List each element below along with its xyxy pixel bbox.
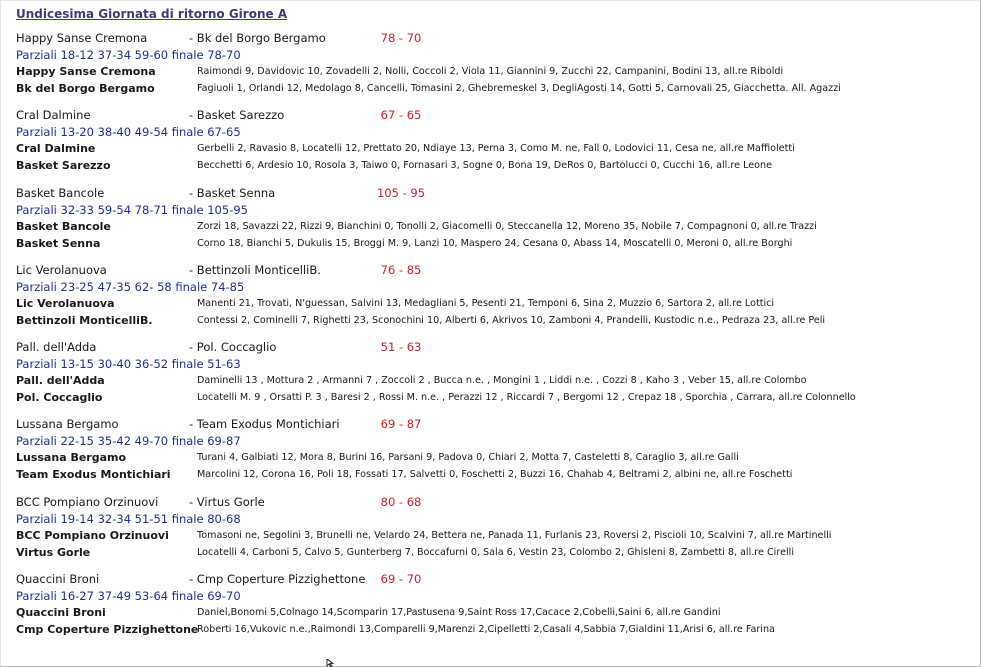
team2-label: Pol. Coccaglio <box>16 391 103 404</box>
partials: Parziali 16-27 37-49 53-64 finale 69-70 <box>16 589 241 603</box>
match-score: 76 - 85 <box>380 263 422 277</box>
team1-players: Gerbelli 2, Ravasio 8, Locatelli 12, Prettato 20, Ndiaye 13, Perna 3, Como M. ne, Fall 0, Lodovici 11, Cesa ne, all.re Maffioletti <box>197 143 795 154</box>
team2-players: Fagiuoli 1, Orlandi 12, Medolago 8, Cancelli, Tomasini 2, Ghebremeskel 3, DegliAgosti 14, Gotti 5, Carnovali 25, Giacchetta. All. Agazzi <box>197 83 841 94</box>
team1-players: Manenti 21, Trovati, N'guessan, Salvini 13, Medagliani 5, Pesenti 21, Temponi 6, Sina 2, Muzzio 6, Sartora 2, all.re Lottici <box>197 298 775 309</box>
away-team: - Bk del Borgo Bergamo <box>189 31 326 45</box>
team1-players: Daniel,Bonomi 5,Colnago 14,Scomparin 17,Pastusena 9,Saint Ross 17,Cacace 2,Cobelli,Saini 6, all.re Gandini <box>197 607 721 618</box>
match-score: 78 - 70 <box>380 31 422 45</box>
partials: Parziali 18-12 37-34 59-60 finale 78-70 <box>16 48 241 62</box>
page-title[interactable]: Undicesima Giornata di ritorno Girone A <box>16 7 288 21</box>
match-block <box>0 572 975 648</box>
team2-players: Marcolini 12, Corona 16, Poli 18, Fossati 17, Salvetti 0, Foschetti 2, Buzzi 16, Chahab 4, Beltrami 2, albini ne, all.re Foschetti <box>197 469 793 480</box>
match-score: 51 - 63 <box>380 340 422 354</box>
team1-label: Lic Verolanuova <box>16 297 115 310</box>
home-team: Quaccini Broni <box>16 572 100 586</box>
match-block <box>0 31 975 107</box>
team2-label: Cmp Coperture Pizzighettone <box>16 623 199 636</box>
team1-label: Lussana Bergamo <box>16 451 127 464</box>
home-team: BCC Pompiano Orzinuovi <box>16 495 159 509</box>
match-block <box>0 340 975 416</box>
team2-label: Virtus Gorle <box>16 546 91 559</box>
team1-label: Cral Dalmine <box>16 142 96 155</box>
away-team: - Cmp Coperture Pizzighettone <box>189 572 366 586</box>
partials: Parziali 22-15 35-42 49-70 finale 69-87 <box>16 434 241 448</box>
away-team: - Pol. Coccaglio <box>189 340 277 354</box>
away-team: - Basket Senna <box>189 186 276 200</box>
team1-label: Quaccini Broni <box>16 606 106 619</box>
match-score: 67 - 65 <box>380 108 422 122</box>
team2-label: Team Exodus Montichiari <box>16 468 171 481</box>
match-score: 80 - 68 <box>380 495 422 509</box>
home-team: Happy Sanse Cremona <box>16 31 148 45</box>
team2-players: Contessi 2, Cominelli 7, Righetti 23, Sconochini 10, Alberti 6, Akrivos 10, Zamboni 4, Prandelli, Kustodic n.e., Pedraza 23, all.re Peli <box>197 315 826 326</box>
match-block <box>0 108 975 184</box>
match-score: 105 - 95 <box>376 186 426 200</box>
match-block <box>0 495 975 571</box>
away-team: - Basket Sarezzo <box>189 108 285 122</box>
home-team: Pall. dell'Adda <box>16 340 97 354</box>
team1-players: Daminelli 13 , Mottura 2 , Armanni 7 , Zoccoli 2 , Bucca n.e. , Mongini 1 , Liddi n.e. , Cozzi 8 , Kaho 3 , Veber 15, all.re Colombo <box>197 375 807 386</box>
team2-label: Basket Senna <box>16 237 101 250</box>
team2-players: Becchetti 6, Ardesio 10, Rosola 3, Taiwo 0, Fornasari 3, Sogne 0, Bona 19, DeRos 0, Bartolucci 0, Cucchi 16, all.re Leone <box>197 160 773 171</box>
team1-players: Tomasoni ne, Segolini 3, Brunelli ne, Velardo 24, Bettera ne, Panada 11, Furlanis 23, Roversi 2, Piscioli 10, Scalvini 7, all.re Martinelli <box>197 530 832 541</box>
team1-label: Happy Sanse Cremona <box>16 65 156 78</box>
partials: Parziali 32-33 59-54 78-71 finale 105-95 <box>16 203 248 217</box>
away-team: - Virtus Gorle <box>189 495 265 509</box>
team2-label: Bk del Borgo Bergamo <box>16 82 155 95</box>
partials: Parziali 19-14 32-34 51-51 finale 80-68 <box>16 512 241 526</box>
match-block <box>0 186 975 262</box>
team2-players: Locatelli M. 9 , Orsatti P. 3 , Baresi 2 , Rossi M. n.e. , Perazzi 12 , Riccardi 7 , Bergomi 12 , Crepaz 18 , Sporchia , Carrara, all.re Colonnello <box>197 392 856 403</box>
team2-players: Locatelli 4, Carboni 5, Calvo 5, Gunterberg 7, Boccafurni 0, Sala 6, Vestin 23, Colombo 2, Ghisleni 8, Zambetti 8, all.re Cirelli <box>197 547 794 558</box>
partials: Parziali 13-20 38-40 49-54 finale 67-65 <box>16 125 241 139</box>
partials: Parziali 13-15 30-40 36-52 finale 51-63 <box>16 357 241 371</box>
team2-players: Roberti 16,Vukovic n.e.,Raimondi 13,Comparelli 9,Marenzi 2,Cipelletti 2,Casali 4,Sabbia 7,Gialdini 11,Arisi 6, all.re Farina <box>197 624 775 635</box>
home-team: Lic Verolanuova <box>16 263 107 277</box>
match-score: 69 - 87 <box>380 417 422 431</box>
team2-label: Basket Sarezzo <box>16 159 111 172</box>
partials: Parziali 23-25 47-35 62- 58 finale 74-85 <box>16 280 245 294</box>
team1-label: Pall. dell'Adda <box>16 374 105 387</box>
team1-players: Zorzi 18, Savazzi 22, Rizzi 9, Bianchini 0, Tonolli 2, Giacomelli 0, Steccanella 12, Moreno 35, Nobile 7, Compagnoni 0, all.re Trazzi <box>197 221 817 232</box>
match-score: 69 - 70 <box>380 572 422 586</box>
match-block <box>0 417 975 493</box>
mouse-cursor-icon <box>326 659 336 667</box>
team1-players: Turani 4, Galbiati 12, Mora 8, Burini 16, Parsani 9, Padova 0, Chiari 2, Motta 7, Casteletti 8, Caraglio 3, all.re Galli <box>197 452 739 463</box>
away-team: - Team Exodus Montichiari <box>189 417 340 431</box>
team2-label: Bettinzoli MonticelliB. <box>16 314 153 327</box>
away-team: - Bettinzoli MonticelliB. <box>189 263 321 277</box>
team1-label: BCC Pompiano Orzinuovi <box>16 529 169 542</box>
match-block <box>0 263 975 339</box>
home-team: Basket Bancole <box>16 186 105 200</box>
team1-label: Basket Bancole <box>16 220 111 233</box>
team1-players: Raimondi 9, Davidovic 10, Zovadelli 2, Nolli, Coccoli 2, Viola 11, Giannini 9, Zucchi 22, Campanini, Bodini 13, all.re Riboldi <box>197 66 784 77</box>
home-team: Cral Dalmine <box>16 108 91 122</box>
team2-players: Corno 18, Bianchi 5, Dukulis 15, Broggi M. 9, Lanzi 10, Maspero 24, Cesana 0, Abass 14, Moscatelli 0, Meroni 0, all.re Borghi <box>197 238 793 249</box>
home-team: Lussana Bergamo <box>16 417 119 431</box>
